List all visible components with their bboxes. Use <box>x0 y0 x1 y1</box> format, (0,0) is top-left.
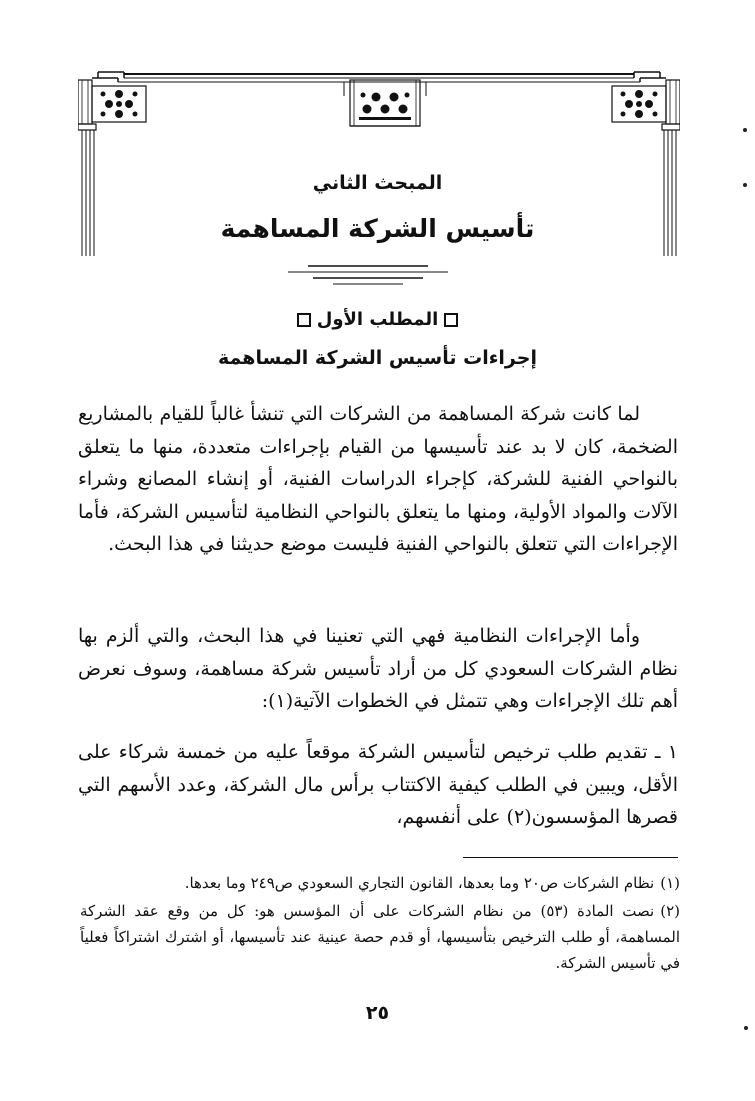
section-label: المبحث الثاني <box>312 172 443 194</box>
footnote-2 <box>80 898 680 976</box>
paragraph-text: وأما الإجراءات النظامية فهي التي تعنينا في هذا البحث، والتي ألزم بها نظام الشركات السعودي كل من أراد تأسيس شركة مساهمة، وسوف نعرض أهم تلك الإجراءات وهي تتمثل في الخطوات الآتية(١): <box>78 625 678 712</box>
square-bullet-icon <box>444 313 458 327</box>
scan-speck <box>743 183 747 187</box>
footnote-divider <box>463 857 678 858</box>
subsection-label <box>0 309 755 330</box>
scan-speck <box>744 1026 748 1030</box>
paragraph-text: ١ ـ تقديم طلب ترخيص لتأسيس الشركة موقعاً عليه من خمسة شركاء على الأقل، ويبين في الطلب كيفية الاكتتاب برأس مال الشركة، وعدد الأسهم التي قصرها المؤسسون(٢) على أنفسهم، <box>78 741 678 828</box>
title-divider <box>288 262 448 288</box>
subsection-title: إجراءات تأسيس الشركة المساهمة <box>218 347 537 369</box>
paragraph-2 <box>78 620 678 718</box>
footnote-text: نظام الشركات ص٢٠ وما بعدها، القانون التجاري السعودي ص٢٤٩ وما بعدها. <box>184 874 655 892</box>
footnote-1 <box>80 870 680 896</box>
paragraph-3 <box>78 736 678 834</box>
footnote-number: (٢) <box>660 902 680 920</box>
section-title: تأسيس الشركة المساهمة <box>220 214 535 243</box>
footnotes <box>80 870 680 978</box>
subsection-label-text: المطلب الأول <box>316 309 439 330</box>
footnote-number: (١) <box>660 874 680 892</box>
scan-speck <box>743 128 747 132</box>
footnote-text: نصت المادة (٥٣) من نظام الشركات على أن المؤسس هو: كل من وقع عقد الشركة المساهمة، أو طلب الترخيص بتأسيسها، أو قدم حصة عينية عند تأسيسها، أو اشترك اشتراكاً فعلياً في تأسيس الشركة. <box>80 902 680 972</box>
paragraph-1 <box>78 398 678 561</box>
square-bullet-icon <box>297 313 311 327</box>
page-number: ٢٥ <box>365 1002 390 1024</box>
paragraph-text: لما كانت شركة المساهمة من الشركات التي تنشأ غالباً للقيام بالمشاريع الضخمة، كان لا بد عند تأسيسها من القيام بإجراءات متعددة، منها ما يتعلق بالنواحي الفنية للشركة، كإجراء الدراسات الفنية، أو إنشاء المصانع وشراء الآلات والمواد الأولية، ومنها ما يتعلق بالنواحي النظامية لتأسيس الشركة، فأما الإجراءات التي تتعلق بالنواحي الفنية فليست موضع حديثنا في هذا البحث. <box>78 403 678 555</box>
